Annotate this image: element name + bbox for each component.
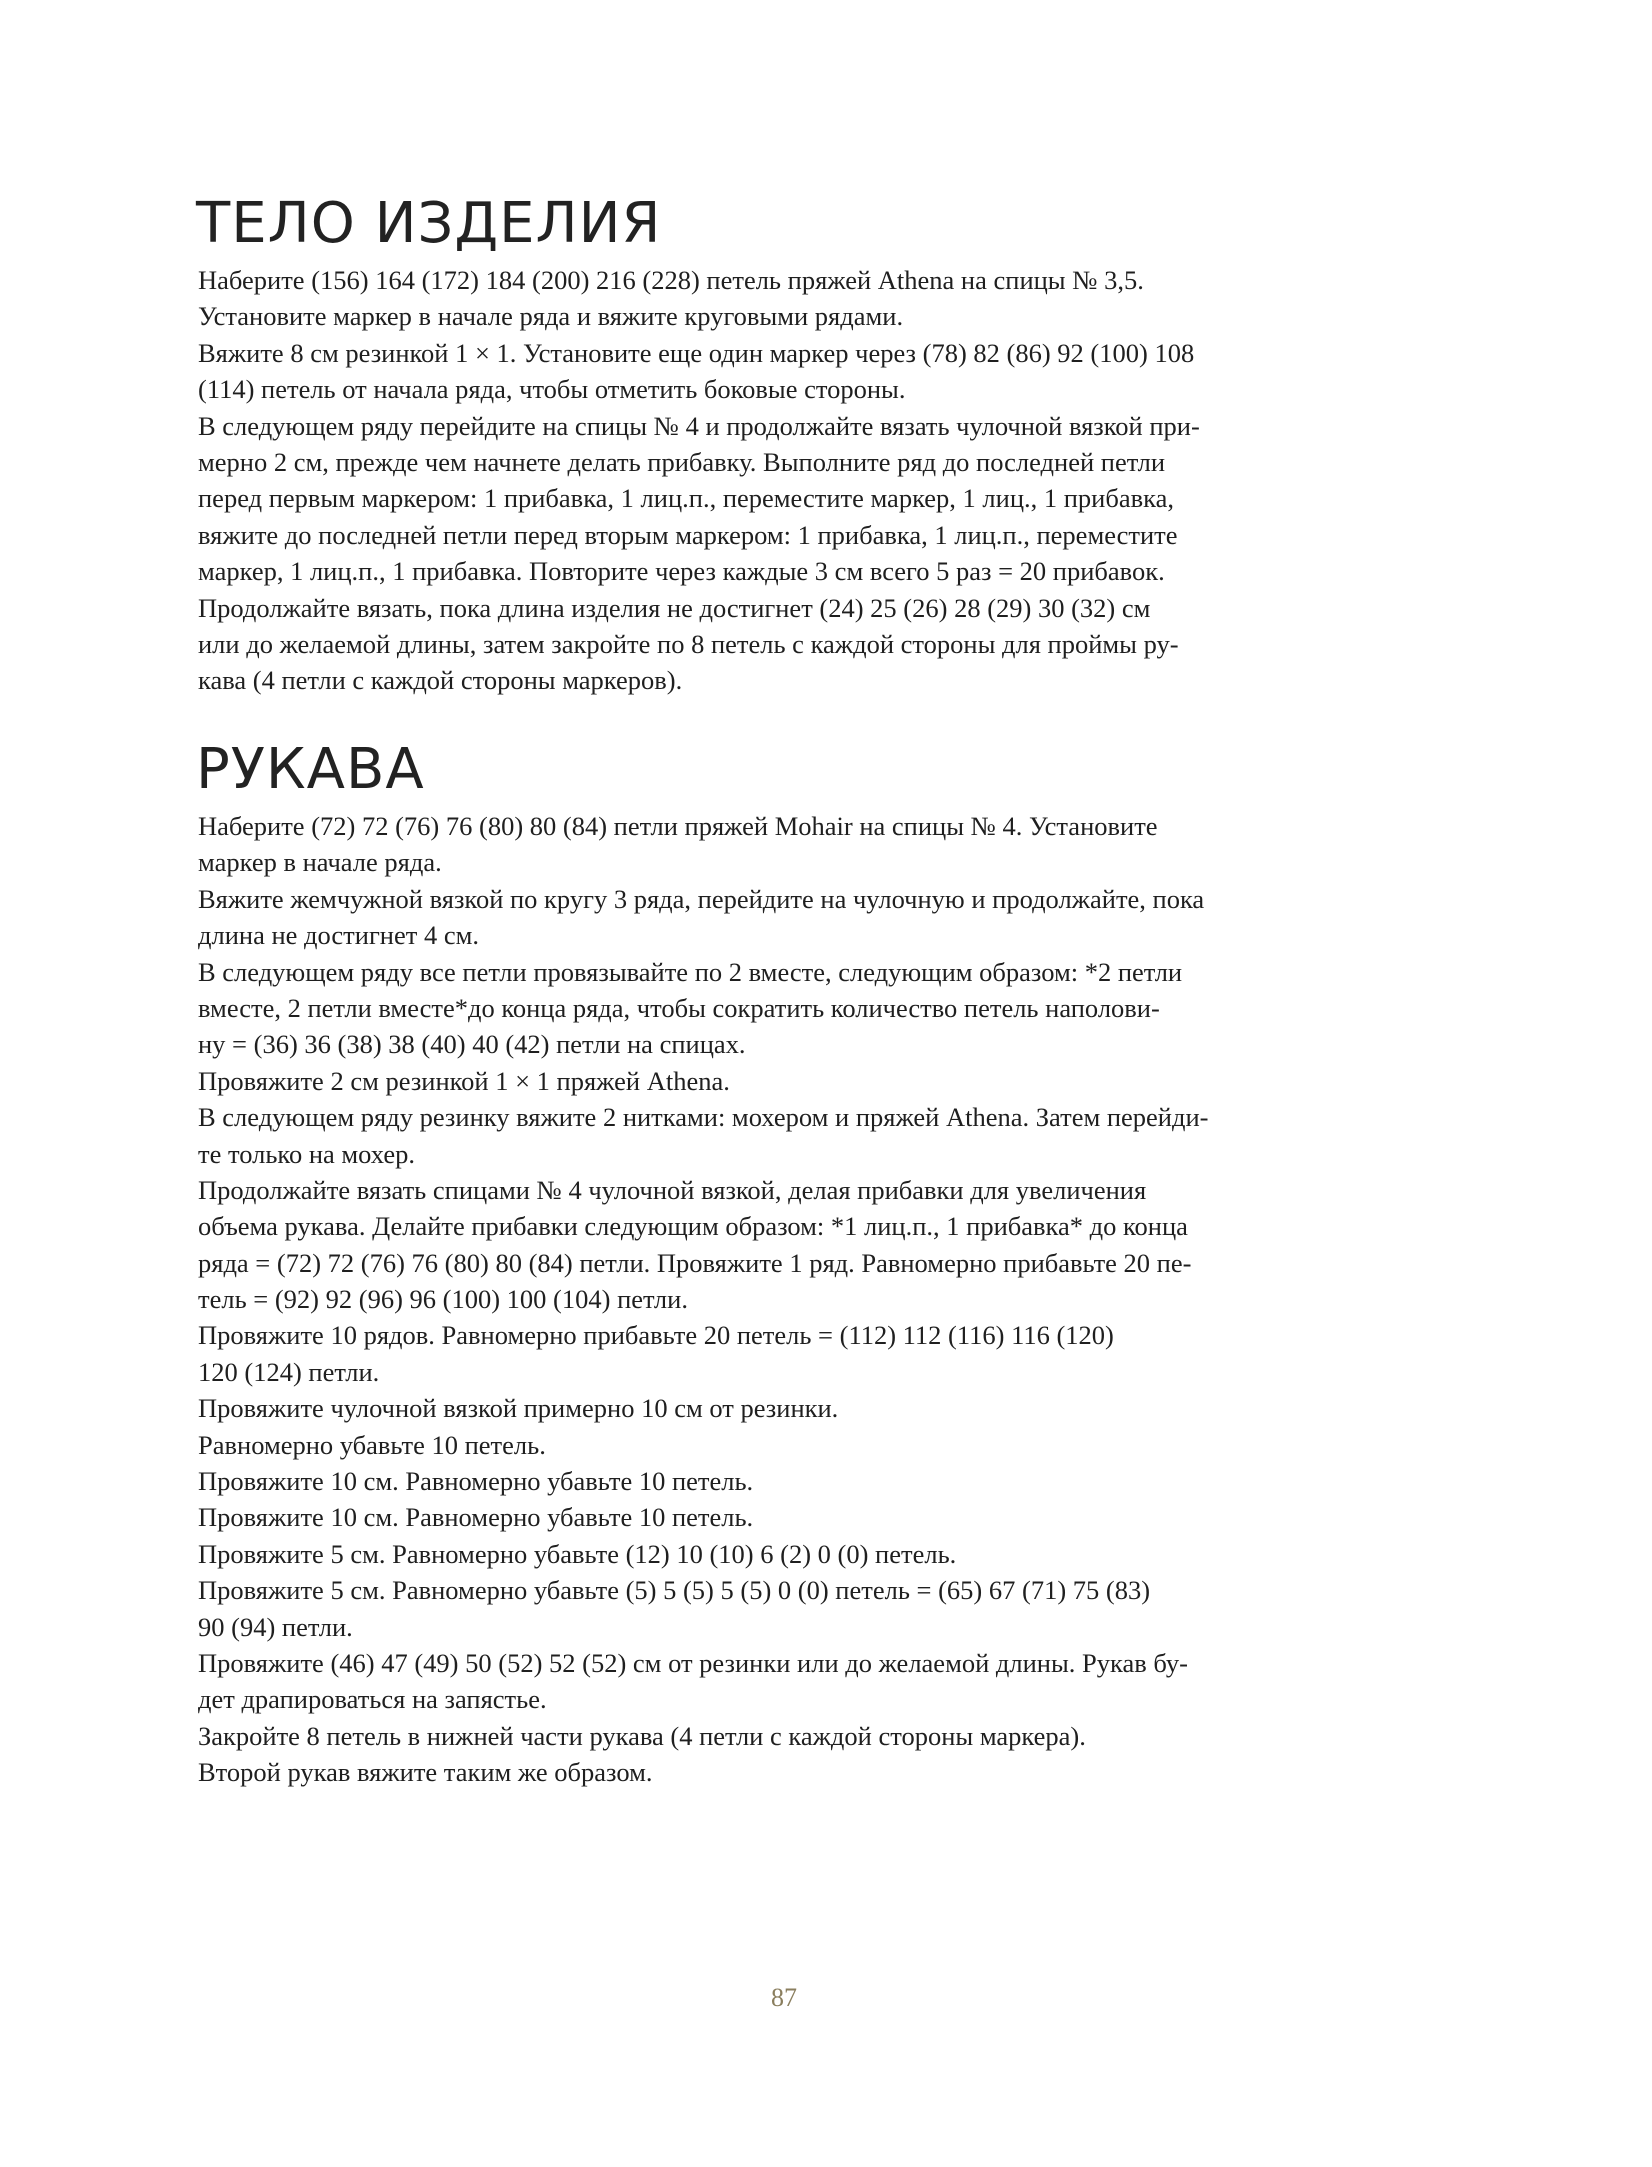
text-line: Вяжите жемчужной вязкой по кругу 3 ряда, перейдите на чулочную и продолжайте, пока — [198, 883, 1205, 914]
body-instructions — [198, 262, 1488, 699]
text-line: Провяжите (46) 47 (49) 50 (52) 52 (52) см от резинки или до желаемой длины. Рукав бу- — [198, 1647, 1188, 1678]
text-line: Наберите (72) 72 (76) 76 (80) 80 (84) петли пряжей Mohair на спицы № 4. Установите — [198, 811, 1158, 841]
text-line: Провяжите 10 см. Равномерно убавьте 10 петель. — [198, 1502, 754, 1533]
text-line: Наберите (156) 164 (172) 184 (200) 216 (228) петель пряжей Athena на спицы № 3,5. — [198, 265, 1144, 295]
text-line: Второй рукав вяжите таким же образом. — [198, 1757, 653, 1788]
text-line: перед первым маркером: 1 прибавка, 1 лиц.п., переместите маркер, 1 лиц., 1 прибавка, — [198, 483, 1174, 514]
text-line: 120 (124) петли. — [198, 1356, 380, 1387]
text-line: ряда = (72) 72 (76) 76 (80) 80 (84) петли. Провяжите 1 ряд. Равномерно прибавьте 20 пе- — [198, 1247, 1192, 1278]
text-line: 90 (94) петли. — [198, 1611, 353, 1642]
text-line: объема рукава. Делайте прибавки следующим образом: *1 лиц.п., 1 прибавка* до конца — [198, 1211, 1188, 1242]
text-line: В следующем ряду все петли провязывайте по 2 вместе, следующим образом: *2 петли — [198, 956, 1183, 987]
text-line: Провяжите 2 см резинкой 1 × 1 пряжей Athena. — [198, 1065, 730, 1096]
text-line: Установите маркер в начале ряда и вяжите круговыми рядами. — [198, 301, 904, 332]
text-line: (114) петель от начала ряда, чтобы отметить боковые стороны. — [198, 374, 906, 405]
text-line: Закройте 8 петель в нижней части рукава (4 петли с каждой стороны маркера). — [198, 1720, 1086, 1751]
text-line: кава (4 петли с каждой стороны маркеров). — [198, 665, 683, 696]
text-line: тель = (92) 92 (96) 96 (100) 100 (104) петли. — [198, 1284, 688, 1315]
text-line: Вяжите 8 см резинкой 1 × 1. Установите еще один маркер через (78) 82 (86) 92 (100) 108 — [198, 337, 1195, 368]
text-line: длина не достигнет 4 см. — [198, 920, 479, 951]
text-line: Равномерно убавьте 10 петель. — [198, 1429, 546, 1460]
text-line: Провяжите чулочной вязкой примерно 10 см от резинки. — [198, 1393, 839, 1424]
text-line: Продолжайте вязать спицами № 4 чулочной вязкой, делая прибавки для увеличения — [198, 1174, 1147, 1205]
text-line: В следующем ряду перейдите на спицы № 4 и продолжайте вязать чулочной вязкой при- — [198, 410, 1200, 441]
sleeves-instructions — [198, 808, 1488, 1791]
text-line: Провяжите 5 см. Равномерно убавьте (12) 10 (10) 6 (2) 0 (0) петель. — [198, 1538, 957, 1569]
text-line: маркер в начале ряда. — [198, 847, 442, 878]
text-line: или до желаемой длины, затем закройте по 8 петель с каждой стороны для проймы ру- — [198, 628, 1179, 659]
text-line: В следующем ряду резинку вяжите 2 нитками: мохером и пряжей Athena. Затем перейди- — [198, 1102, 1209, 1133]
text-line: мерно 2 см, прежде чем начнете делать прибавку. Выполните ряд до последней петли — [198, 446, 1166, 477]
page-number: 87 — [771, 1983, 797, 2012]
text-line: те только на мохер. — [198, 1138, 415, 1169]
text-line: Провяжите 5 см. Равномерно убавьте (5) 5 (5) 5 (5) 0 (0) петель = (65) 67 (71) 75 (83) — [198, 1575, 1151, 1606]
text-line: ну = (36) 36 (38) 38 (40) 40 (42) петли на спицах. — [198, 1029, 746, 1060]
text-line: дет драпироваться на запястье. — [198, 1684, 547, 1715]
text-line: Провяжите 10 рядов. Равномерно прибавьте 20 петель = (112) 112 (116) 116 (120) — [198, 1320, 1114, 1351]
text-line: вяжите до последней петли перед вторым маркером: 1 прибавка, 1 лиц.п., переместите — [198, 519, 1178, 550]
text-line: Продолжайте вязать, пока длина изделия не достигнет (24) 25 (26) 28 (29) 30 (32) см — [198, 592, 1151, 623]
section-title-sleeves: РУКАВА — [196, 737, 425, 802]
text-line: маркер, 1 лиц.п., 1 прибавка. Повторите через каждые 3 см всего 5 раз = 20 прибавок. — [198, 556, 1165, 587]
text-line: Провяжите 10 см. Равномерно убавьте 10 петель. — [198, 1466, 754, 1497]
section-title-body: ТЕЛО ИЗДЕЛИЯ — [196, 191, 662, 256]
text-line: вместе, 2 петли вместе*до конца ряда, чтобы сократить количество петель наполови- — [198, 992, 1160, 1023]
